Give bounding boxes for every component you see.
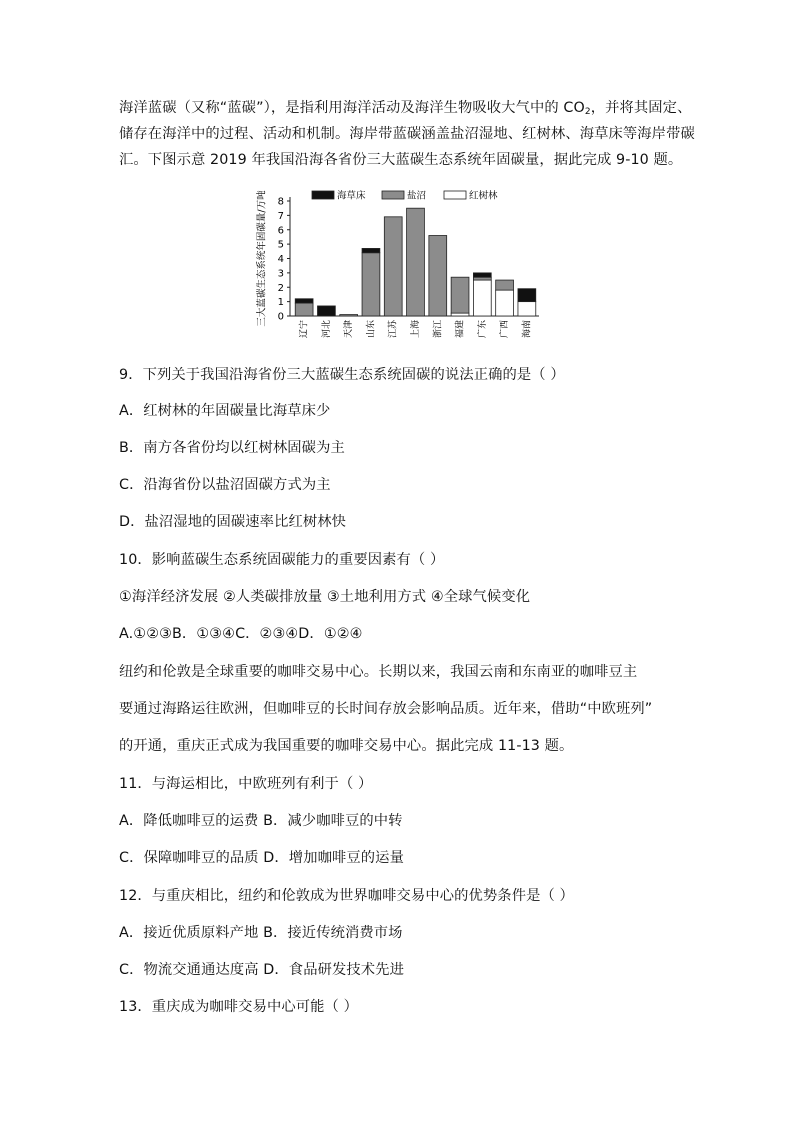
carbon-chart-svg <box>248 184 548 350</box>
y-axis-label: 三大蓝碳生态系统年固碳量/万吨 <box>256 190 268 327</box>
bar-segment <box>429 236 447 317</box>
bar-segment <box>340 315 358 316</box>
q10-options: A.①②③B．①③④C．②③④D．①②④ <box>119 626 363 642</box>
bar-segment <box>451 277 469 313</box>
q11-options-ab: A．降低咖啡豆的运费 B．减少咖啡豆的中转 <box>119 813 403 829</box>
bar-segment <box>318 306 336 316</box>
x-tick-label: 海南 <box>522 320 533 339</box>
bar-segment <box>451 313 469 316</box>
q10-items: ①海洋经济发展 ②人类碳排放量 ③土地利用方式 ④全球气候变化 <box>119 589 531 605</box>
x-tick-label: 山东 <box>366 320 377 339</box>
bar-segment <box>518 289 536 302</box>
q9-option-a: A．红树林的年固碳量比海草床少 <box>119 403 331 419</box>
y-tick-label: 5 <box>277 239 284 251</box>
x-tick-label: 福建 <box>455 320 466 339</box>
x-tick-label: 江苏 <box>388 320 399 339</box>
legend-label: 海草床 <box>337 190 366 202</box>
x-tick-label: 天津 <box>344 320 355 339</box>
x-tick-label: 广东 <box>477 320 488 339</box>
y-tick-label: 2 <box>277 282 284 294</box>
x-tick-label: 辽宁 <box>299 320 310 339</box>
q13-stem: 13．重庆成为咖啡交易中心可能（ ） <box>119 999 358 1015</box>
q9-stem: 9．下列关于我国沿海省份三大蓝碳生态系统固碳的说法正确的是（ ） <box>119 367 565 383</box>
q10-stem: 10．影响蓝碳生态系统固碳能力的重要因素有（ ） <box>119 552 445 568</box>
bar-segment <box>496 280 514 290</box>
bar-segment <box>473 273 491 277</box>
bar-segment <box>518 302 536 316</box>
y-tick-label: 7 <box>277 210 284 222</box>
bar-segment <box>384 217 402 316</box>
legend-label: 盐沼 <box>407 190 427 202</box>
bar-segment <box>295 299 313 303</box>
x-tick-label: 上海 <box>411 320 421 339</box>
legend-swatch <box>444 191 466 199</box>
x-tick-label: 浙江 <box>433 320 444 339</box>
bar-segment <box>362 253 380 316</box>
q11-stem: 11．与海运相比，中欧班列有利于（ ） <box>119 776 373 792</box>
q9-option-b: B．南方各省份均以红树林固碳为主 <box>119 440 345 456</box>
y-tick-label: 6 <box>277 225 284 237</box>
intro-line-1 <box>119 98 692 122</box>
y-tick-label: 4 <box>277 254 284 265</box>
co2-subscript: 2 <box>584 107 591 117</box>
intro-line-1a: 海洋蓝碳（又称“蓝碳”），是指利用海洋活动及海洋生物吸收大气中的 CO <box>119 100 585 116</box>
legend-swatch <box>382 191 404 199</box>
bar-segment <box>473 277 491 280</box>
intro-line-3: 汇。下图示意 2019 年我国沿海各省份三大蓝碳生态系统年固碳量，据此完成 9-10 题。 <box>119 152 683 168</box>
y-tick-label: 0 <box>277 311 284 323</box>
intro-line-1b: ，并将其固定、 <box>590 100 692 116</box>
bar-segment <box>473 280 491 316</box>
bar-segment <box>407 208 425 316</box>
y-tick-label: 3 <box>277 268 284 280</box>
y-tick-label: 8 <box>277 196 284 208</box>
x-tick-label: 河北 <box>321 320 332 339</box>
q12-options-cd: C．物流交通通达度高 D．食品研发技术先进 <box>119 962 404 978</box>
bar-segment <box>362 248 380 252</box>
carbon-chart <box>248 184 548 350</box>
legend-label: 红树林 <box>469 190 498 202</box>
y-tick-label: 1 <box>277 297 284 309</box>
intro-line-2: 储存在海洋中的过程、活动和机制。海岸带蓝碳涵盖盐沼湿地、红树林、海草床等海岸带碳 <box>119 126 695 142</box>
passage2-line-1: 纽约和伦敦是全球重要的咖啡交易中心。长期以来，我国云南和东南亚的咖啡豆主 <box>119 664 638 680</box>
q11-options-cd: C．保障咖啡豆的品质 D．增加咖啡豆的运量 <box>119 850 404 866</box>
passage2-line-2: 要通过海路运往欧洲，但咖啡豆的长时间存放会影响品质。近年来，借助“中欧班列” <box>119 701 653 717</box>
q9-option-d: D．盐沼湿地的固碳速率比红树林快 <box>119 514 347 530</box>
passage2-line-3: 的开通，重庆正式成为我国重要的咖啡交易中心。据此完成 11-13 题。 <box>119 738 574 754</box>
bar-segment <box>295 303 313 316</box>
q12-stem: 12．与重庆相比，纽约和伦敦成为世界咖啡交易中心的优势条件是（ ） <box>119 888 574 904</box>
bar-segment <box>496 290 514 316</box>
q9-option-c: C．沿海省份以盐沼固碳方式为主 <box>119 477 331 493</box>
legend-swatch <box>312 191 334 199</box>
x-tick-label: 广西 <box>500 320 511 339</box>
q12-options-ab: A．接近优质原料产地 B．接近传统消费市场 <box>119 925 403 941</box>
